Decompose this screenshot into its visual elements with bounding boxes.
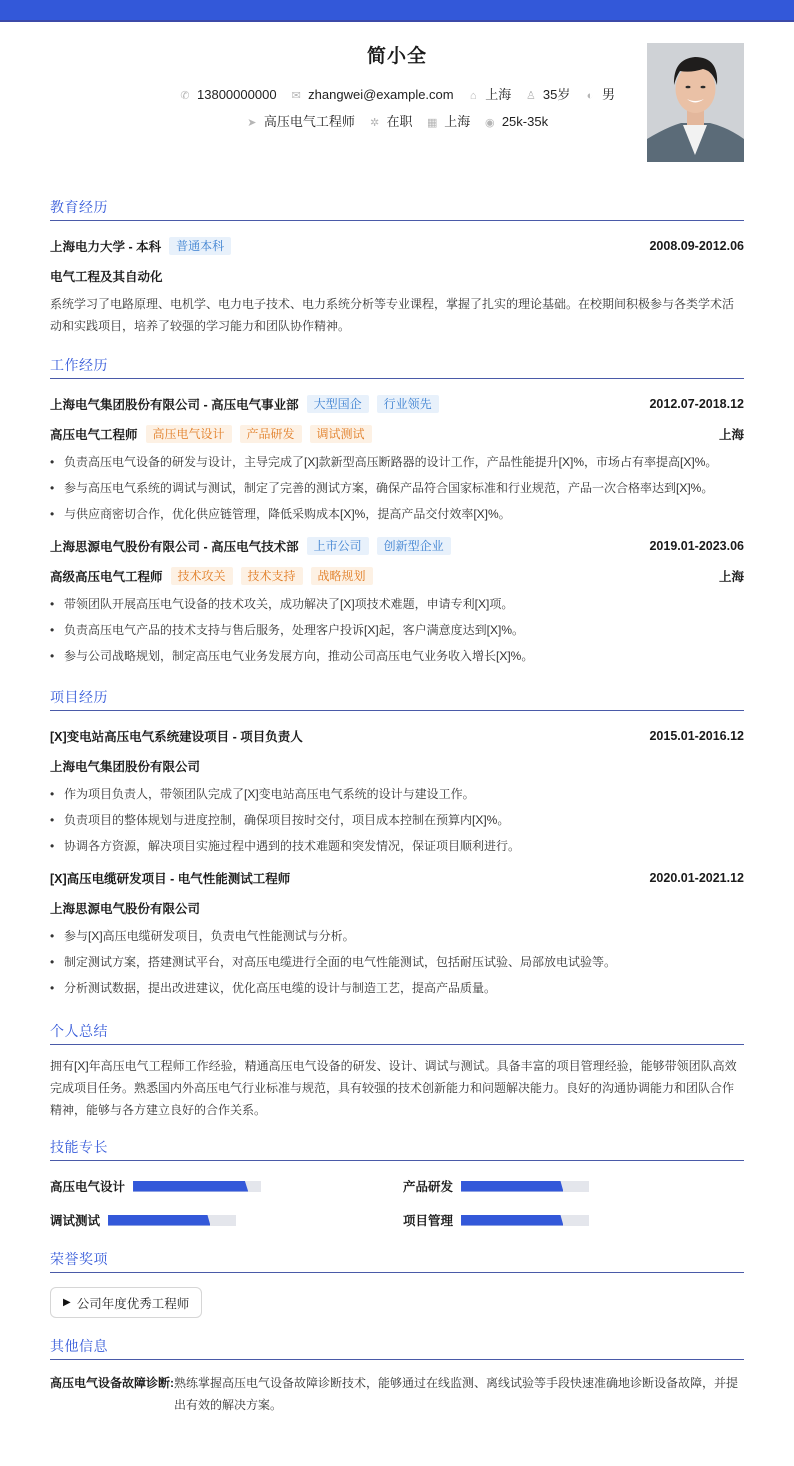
education-description: 系统学习了电路原理、电机学、电力电子技术、电力系统分析等专业课程，掌握了扎实的理论基础。在校期间积极参与各类学术活动和实践项目，培养了较强的学习能力和团队协作精神。 (50, 297, 735, 333)
section-title-skills: 技能专长 (50, 1137, 744, 1161)
salary-icon: ◉ (485, 117, 495, 129)
role-tag: 战略规划 (311, 567, 373, 585)
skills-grid (50, 1175, 744, 1231)
skill-name: 产品研发 (403, 1180, 454, 1194)
skills-section (50, 1137, 744, 1231)
company-tag: 创新型企业 (377, 537, 451, 555)
bullet-item: • 与供应商密切合作，优化供应链管理，降低采购成本[X]%，提高产品交付效率[X]%。 (50, 501, 744, 527)
project-item (50, 867, 744, 1001)
project-date: 2015.01-2016.12 (649, 729, 744, 743)
role-tag: 高压电气设计 (146, 425, 232, 443)
age-item: ♙ 35岁 (525, 87, 571, 102)
role-tag: 调试测试 (310, 425, 372, 443)
work-location: 上海 (718, 428, 744, 442)
summary-section (50, 1021, 744, 1121)
section-title-education: 教育经历 (50, 197, 744, 221)
major-row (50, 265, 744, 287)
projects-section (50, 687, 744, 1001)
mail-icon: ✉ (291, 90, 301, 102)
bullet-item: • 参与公司战略规划，制定高压电气业务发展方向，推动公司高压电气业务收入增长[X]%。 (50, 643, 744, 669)
avatar-photo (647, 43, 744, 162)
summary-text: 拥有[X]年高压电气工程师工作经验，精通高压电气设备的研发、设计、调试与测试。具备丰富的项目管理经验，能够带领团队高效完成项目任务。熟悉国内外高压电气行业标准与规范，具有较强的技术创新能力和问题解决能力。良好的沟通协调能力和团队合作精神，能够与各方建立良好的合作关系。 (50, 1059, 737, 1117)
project-org: 上海电气集团股份有限公司 (50, 760, 201, 774)
work-date: 2012.07-2018.12 (649, 397, 744, 411)
company-tag: 行业领先 (377, 395, 439, 413)
education-row (50, 235, 744, 257)
work-bullets (50, 591, 744, 669)
gender-icon: ◐ (586, 90, 594, 102)
role-tag: 技术支持 (241, 567, 303, 585)
company-name: 上海电气集团股份有限公司 - 高压电气事业部 (50, 398, 299, 412)
section-title-honors: 荣誉奖项 (50, 1249, 744, 1273)
skill-item (50, 1209, 403, 1231)
work-date: 2019.01-2023.06 (649, 539, 744, 553)
bullet-item: • 负责高压电气产品的技术支持与售后服务，处理客户投诉[X]起，客户满意度达到[X]%。 (50, 617, 744, 643)
skill-bar (461, 1215, 589, 1226)
skill-bar-fill (133, 1181, 248, 1192)
job-role: 高压电气工程师 (50, 428, 138, 442)
skill-bar (461, 1181, 589, 1192)
triangle-right-icon: ▶ (63, 1297, 71, 1308)
skill-name: 高压电气设计 (50, 1180, 126, 1194)
role-tag: 技术攻关 (171, 567, 233, 585)
company-tag: 大型国企 (307, 395, 369, 413)
bullet-item: • 作为项目负责人，带领团队完成了[X]变电站高压电气系统的设计与建设工作。 (50, 781, 744, 807)
company-tag: 上市公司 (307, 537, 369, 555)
skill-name: 调试测试 (50, 1214, 101, 1228)
gender-item: ◐ 男 (584, 84, 615, 103)
school-name: 上海电力大学 - 本科 (50, 240, 162, 254)
other-info-key: 高压电气设备故障诊断: (50, 1376, 174, 1390)
contact-info-row (50, 84, 744, 103)
skill-bar-fill (108, 1215, 210, 1226)
degree-tag: 普通本科 (169, 237, 231, 255)
project-name: [X]高压电缆研发项目 - 电气性能测试工程师 (50, 872, 291, 886)
other-info-value: 熟练掌握高压电气设备故障诊断技术，能够通过在线监测、离线试验等手段快速准确地诊断设备故障，并提出有效的解决方案。 (174, 1376, 739, 1412)
email-item: ✉ zhangwei@example.com (291, 87, 454, 102)
project-item (50, 725, 744, 859)
bullet-item: • 参与高压电气系统的调试与测试，制定了完善的测试方案，确保产品符合国家标准和行业规范，产品一次合格率达到[X]%。 (50, 475, 744, 501)
skill-item (403, 1175, 744, 1197)
major-name: 电气工程及其自动化 (50, 270, 163, 284)
bullet-item: • 负责项目的整体规划与进度控制，确保项目按时交付，项目成本控制在预算内[X]%。 (50, 807, 744, 833)
phone-icon: ✆ (180, 90, 190, 102)
resume-header (50, 22, 744, 197)
award-label: 公司年度优秀工程师 (76, 1296, 190, 1311)
section-title-summary: 个人总结 (50, 1021, 744, 1045)
project-name: [X]变电站高压电气系统建设项目 - 项目负责人 (50, 730, 303, 744)
resume-page (0, 22, 794, 1416)
city-item: ⌂ 上海 (467, 84, 511, 103)
bullet-item: • 负责高压电气设备的研发与设计，主导完成了[X]款新型高压断路器的设计工作，产品性能提升[X]%，市场占有率提高[X]%。 (50, 449, 744, 475)
other-info-item (50, 1372, 744, 1416)
job-status-item: ✲ 在职 (369, 114, 413, 129)
work-bullets (50, 449, 744, 527)
top-accent-bar (0, 0, 794, 22)
section-title-projects: 项目经历 (50, 687, 744, 711)
project-bullets (50, 781, 744, 859)
skill-item (403, 1209, 744, 1231)
candidate-name: 简小全 (366, 46, 427, 67)
salary-item: ◉ 25k-35k (485, 114, 549, 129)
home-icon: ⌂ (469, 90, 477, 102)
skill-bar-fill (461, 1181, 563, 1192)
skill-name: 项目管理 (403, 1214, 454, 1228)
education-section (50, 197, 744, 337)
skill-bar (108, 1215, 236, 1226)
bullet-item: • 分析测试数据，提出改进建议，优化高压电缆的设计与制造工艺，提高产品质量。 (50, 975, 744, 1001)
work-location: 上海 (718, 570, 744, 584)
role-tag: 产品研发 (240, 425, 302, 443)
bullet-item: • 带领团队开展高压电气设备的技术攻关，成功解决了[X]项技术难题，申请专利[X]项。 (50, 591, 744, 617)
skill-item (50, 1175, 403, 1197)
bullet-item: • 协调各方资源，解决项目实施过程中遇到的技术难题和突发情况，保证项目顺利进行。 (50, 833, 744, 859)
skill-bar (133, 1181, 261, 1192)
job-intent-row (50, 111, 744, 130)
bullet-item: • 制定测试方案，搭建测试平台，对高压电缆进行全面的电气性能测试，包括耐压试验、局部放电试验等。 (50, 949, 744, 975)
project-org: 上海思源电气股份有限公司 (50, 902, 201, 916)
skill-bar-fill (461, 1215, 563, 1226)
section-title-work: 工作经历 (50, 355, 744, 379)
section-title-other: 其他信息 (50, 1336, 744, 1360)
project-date: 2020.01-2021.12 (649, 871, 744, 885)
age-icon: ♙ (525, 90, 536, 102)
work-item (50, 393, 744, 527)
send-icon: ➤ (247, 117, 257, 129)
education-date: 2008.09-2012.06 (649, 239, 744, 253)
status-icon: ✲ (369, 117, 380, 129)
building-icon: ▦ (426, 117, 438, 129)
target-city-item: ▦ 上海 (426, 114, 471, 129)
other-section (50, 1336, 744, 1416)
work-item (50, 535, 744, 669)
company-name: 上海思源电气股份有限公司 - 高压电气技术部 (50, 540, 299, 554)
honors-section (50, 1249, 744, 1318)
bullet-item: • 参与[X]高压电缆研发项目，负责电气性能测试与分析。 (50, 923, 744, 949)
project-bullets (50, 923, 744, 1001)
award-item[interactable] (50, 1287, 202, 1318)
target-position-item: ➤ 高压电气工程师 (247, 114, 355, 129)
work-section (50, 355, 744, 669)
phone-item: ✆ 13800000000 (180, 87, 277, 102)
job-role: 高级高压电气工程师 (50, 570, 163, 584)
